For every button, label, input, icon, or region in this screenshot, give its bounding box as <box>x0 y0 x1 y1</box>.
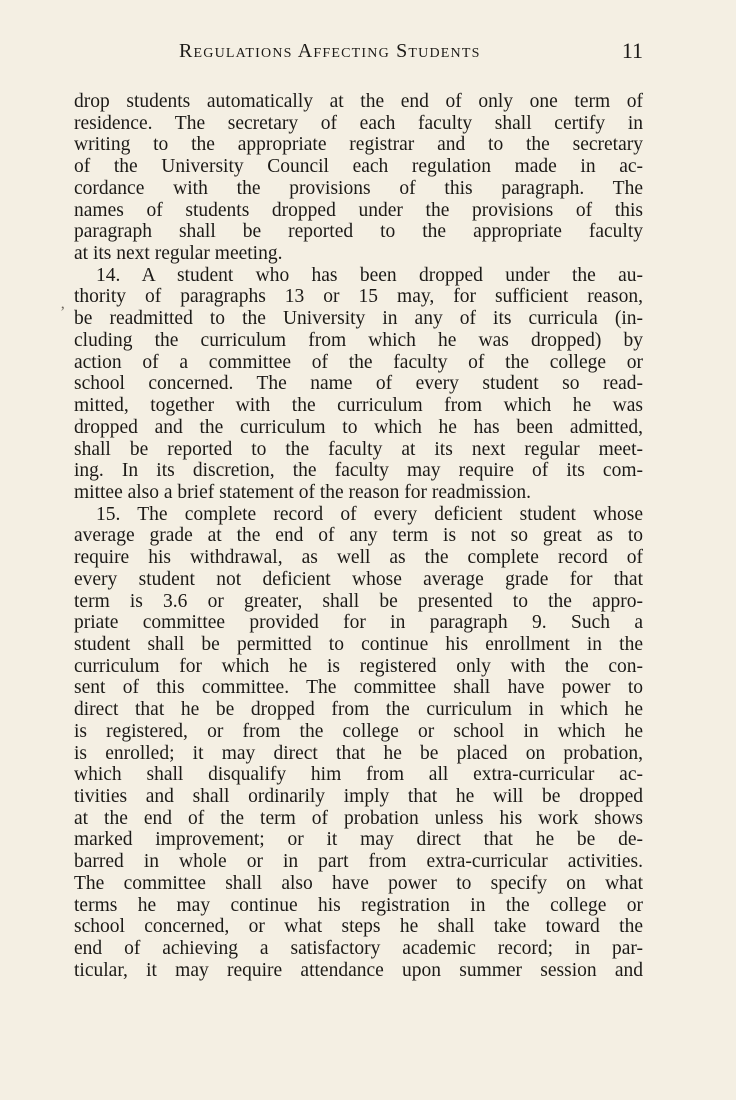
text-line: school concerned. The name of every student so read- <box>74 373 643 395</box>
text-line: barred in whole or in part from extra-curricular activities. <box>74 851 643 873</box>
text-line: drop students automatically at the end of only one term of <box>74 91 643 112</box>
text-line: at its next regular meeting. <box>74 243 283 265</box>
text-line: end of achieving a satisfactory academic record; in par- <box>74 938 643 960</box>
running-title: Regulations Affecting Students <box>179 40 481 62</box>
text-line: mitted, together with the curriculum from which he was <box>74 395 643 417</box>
margin-mark: ‚ <box>60 295 66 312</box>
text-line: school concerned, or what steps he shall take toward the <box>74 916 643 938</box>
text-line: shall be reported to the faculty at its next regular meet- <box>74 438 643 460</box>
text-line: cluding the curriculum from which he was dropped) by <box>74 329 643 351</box>
text-line: marked improvement; or it may direct that he be de- <box>74 829 643 851</box>
text-line: writing to the appropriate registrar and to the secretary <box>74 134 643 156</box>
running-head <box>74 38 643 68</box>
text-line: sent of this committee. The committee shall have power to <box>74 677 643 699</box>
text-line: action of a committee of the faculty of the college or <box>74 351 643 373</box>
text-line: ticular, it may require attendance upon summer session and <box>74 959 643 981</box>
text-line: of the University Council each regulation made in ac- <box>74 156 643 178</box>
page-number: 11 <box>621 38 643 63</box>
text-line: is enrolled; it may direct that he be placed on probation, <box>74 742 643 764</box>
text-line: every student not deficient whose average grade for that <box>74 568 643 590</box>
text-line: be readmitted to the University in any of its curricula (in- <box>74 308 643 330</box>
text-line: require his withdrawal, as well as the complete record of <box>74 547 643 569</box>
text-line: dropped and the curriculum to which he has been admitted, <box>74 416 643 438</box>
text-line: is registered, or from the college or school in which he <box>74 720 643 742</box>
text-line: paragraph shall be reported to the appropriate faculty <box>74 221 643 243</box>
text-line: mittee also a brief statement of the reason for readmission. <box>74 481 532 503</box>
text-line: names of students dropped under the provisions of this <box>74 199 643 221</box>
text-line: residence. The secretary of each faculty shall certify in <box>74 112 643 134</box>
text-line: terms he may continue his registration in the college or <box>74 894 643 916</box>
text-line: ing. In its discretion, the faculty may require of its com- <box>74 460 643 482</box>
text-line: The committee shall also have power to specify on what <box>74 872 643 894</box>
text-line: 14. A student who has been dropped under the au- <box>96 264 643 286</box>
text-line: direct that he be dropped from the curriculum in which he <box>74 699 643 721</box>
text-line: average grade at the end of any term is not so great as to <box>74 525 643 547</box>
text-line: student shall be permitted to continue his enrollment in the <box>74 633 643 655</box>
text-line: tivities and shall ordinarily imply that he will be dropped <box>74 786 643 807</box>
text-line: at the end of the term of probation unless his work shows <box>74 807 643 829</box>
text-line: priate committee provided for in paragraph 9. Such a <box>74 612 643 634</box>
text-line: 15. The complete record of every deficient student whose <box>96 503 643 525</box>
text-line: cordance with the provisions of this paragraph. The <box>74 177 643 199</box>
text-line: term is 3.6 or greater, shall be presented to the appro- <box>74 590 643 612</box>
text-line: which shall disqualify him from all extra-curricular ac- <box>74 764 643 786</box>
text-line: thority of paragraphs 13 or 15 may, for sufficient reason, <box>74 286 643 308</box>
body-text <box>74 91 643 981</box>
text-line: curriculum for which he is registered only with the con- <box>74 655 643 677</box>
